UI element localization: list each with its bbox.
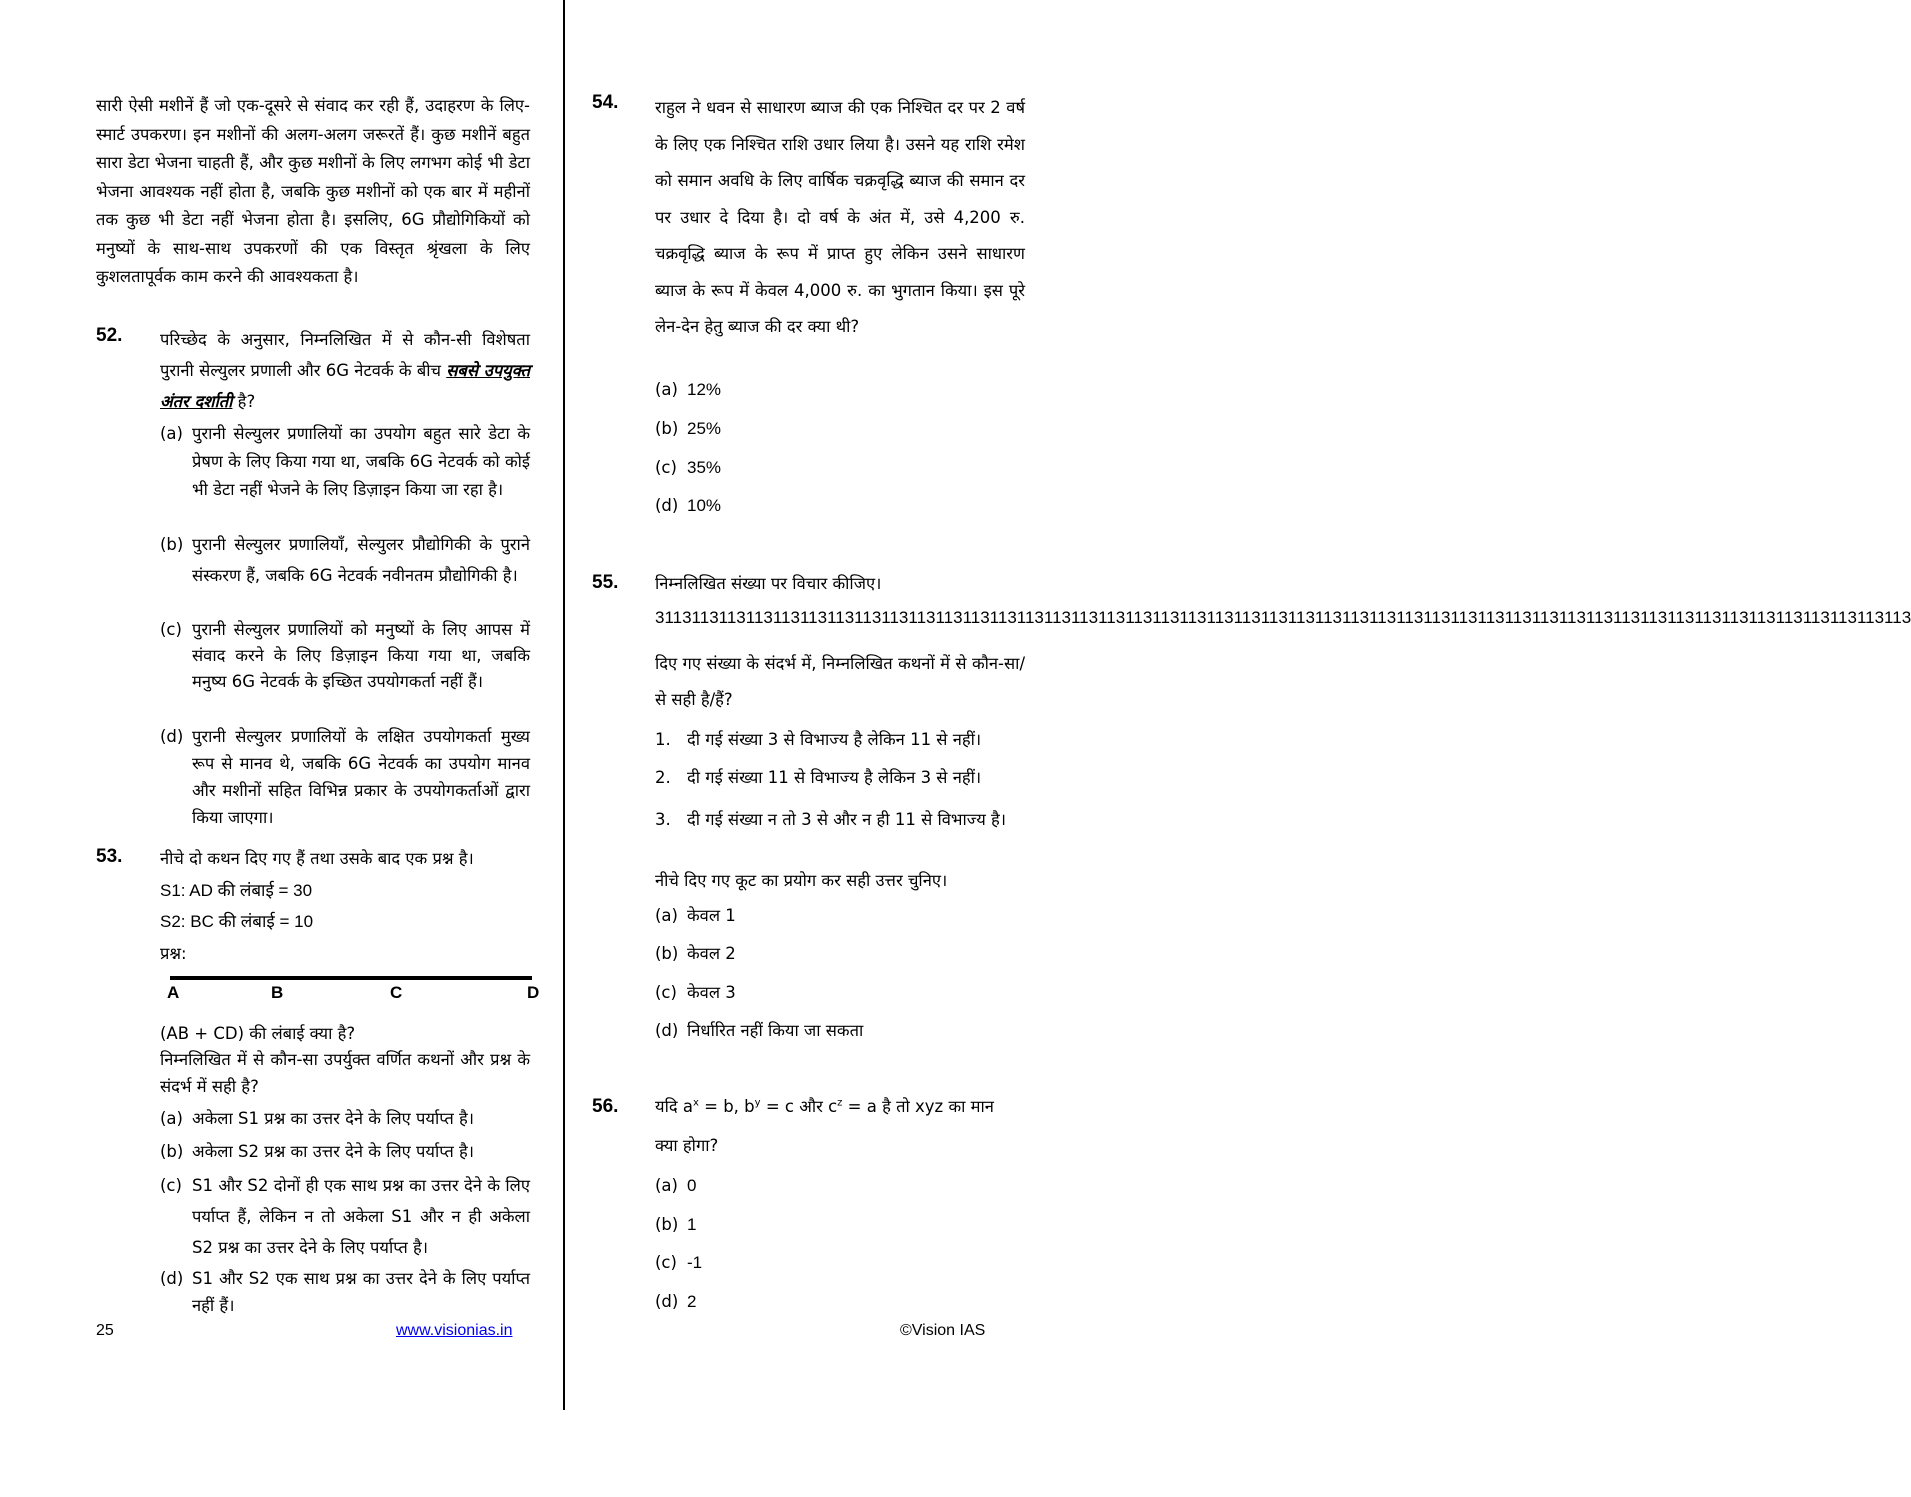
q55-number: 55. (592, 572, 619, 593)
q53-intro: नीचे दो कथन दिए गए हैं तथा उसके बाद एक प्रश्न है। (160, 849, 474, 868)
q56-option-c[interactable]: (c) -1 (655, 1253, 703, 1272)
line-segment-ad (170, 976, 532, 980)
passage-text: सारी ऐसी मशीनें हैं जो एक-दूसरे से संवाद कर रही हैं, उदाहरण के लिए- स्मार्ट उपकरण। इन मशीनों की अलग-अलग जरूरतें हैं। कुछ मशीनें बहुत सारा डेटा भेजना चाहती हैं, और कुछ मशीनों के लिए लगभग कोई भी डेटा भेजना आवश्यक नहीं होता है, जबकि कुछ मशीनों को एक बार में महीनों तक कुछ भी डेटा नहीं भेजना होता है। इसलिए, 6G प्रौद्योगिकियों को मनुष्यों के साथ-साथ उपकरणों की एक विस्तृत श्रृंखला के लिए कुशलतापूर्वक काम करने की आवश्यकता है। (96, 96, 530, 286)
q56-option-b[interactable]: (b) 1 (655, 1215, 697, 1234)
q55-number-value: 3113113113113113113113113113113113113113113113113113113113113113113113113113113113113113113113113113113113113113113113113113113113113113113 (655, 608, 1911, 627)
q52-emphasis: सबसे उपयुक्त अंतर दर्शाती (160, 361, 530, 411)
q54-option-a[interactable]: (a) 12% (655, 380, 722, 399)
q53-question: (AB + CD) की लंबाई क्या है? (160, 1024, 356, 1043)
q54-option-b[interactable]: (b) 25% (655, 419, 722, 438)
q56-text-line1: यदि $a^x = b$, $b^y = c$ और $c^z = a$ है तो xyz का मान (655, 1097, 994, 1116)
q53-option-d[interactable]: (d) S1 और S2 एक साथ प्रश्न का उत्तर देने के लिए पर्याप्त नहीं हैं। (160, 1269, 530, 1315)
point-d-label: D (527, 983, 540, 1002)
q55-statement-1: 1. दी गई संख्या 3 से विभाज्य है लेकिन 11 से नहीं। (655, 730, 982, 749)
q56-option-d[interactable]: (d) 2 (655, 1292, 697, 1311)
q54-option-c[interactable]: (c) 35% (655, 458, 722, 477)
q52-text: परिच्छेद के अनुसार, निम्नलिखित में से कौन-सी विशेषता पुरानी सेल्युलर प्रणाली और 6G नेटवर्क के बीच सबसे उपयुक्त अंतर दर्शाती है? (160, 330, 530, 411)
q55-code-instruction: नीचे दिए गए कूट का प्रयोग कर सही उत्तर चुनिए। (655, 871, 948, 890)
q53-option-b[interactable]: (b) अकेला S2 प्रश्न का उत्तर देने के लिए पर्याप्त है। (160, 1142, 474, 1161)
q52-option-c[interactable]: (c) पुरानी सेल्युलर प्रणालियों को मनुष्यों के लिए आपस में संवाद करने के लिए डिज़ाइन किया गया था, जबकि मनुष्य 6G नेटवर्क के इच्छित उपयोगकर्ता नहीं हैं। (160, 620, 530, 691)
point-c-label: C (390, 983, 403, 1002)
q54-text: राहुल ने धवन से साधारण ब्याज की एक निश्चित दर पर 2 वर्ष के लिए एक निश्चित राशि उधार लिया है। उसने यह राशि रमेश को समान अवधि के लिए वार्षिक चक्रवृद्धि ब्याज की समान दर पर उधार दे दिया है। दो वर्ष के अंत में, उसे 4,200 रु. चक्रवृद्धि ब्याज के रूप में प्राप्त हुए लेकिन उसने साधारण ब्याज के रूप में केवल 4,000 रु. का भुगतान किया। इस पूरे लेन-देन हेतु ब्याज की दर क्या थी? (655, 98, 1025, 336)
website-link[interactable]: www.visionias.in (396, 1322, 513, 1339)
q53-ask: निम्नलिखित में से कौन-सा उपर्युक्त वर्णित कथनों और प्रश्न के संदर्भ में सही है? (160, 1050, 530, 1096)
q53-prashn-label: प्रश्न: (160, 944, 187, 963)
q53-statement-1: S1: AD की लंबाई = 30 (160, 881, 313, 900)
q53-statement-2: S2: BC की लंबाई = 10 (160, 912, 314, 931)
q52-option-b[interactable]: (b) पुरानी सेल्युलर प्रणालियाँ, सेल्युलर प्रौद्योगिकी के पुराने संस्करण हैं, जबकि 6G नेटवर्क नवीनतम प्रौद्योगिकी है। (160, 535, 530, 585)
q55-statement-3: 3. दी गई संख्या न तो 3 से और न ही 11 से विभाज्य है। (655, 810, 1007, 829)
q53-option-a[interactable]: (a) अकेला S1 प्रश्न का उत्तर देने के लिए पर्याप्त है। (160, 1109, 474, 1128)
q52-option-a[interactable]: (a) पुरानी सेल्युलर प्रणालियों का उपयोग बहुत सारे डेटा के प्रेषण के लिए किया गया था, जबकि 6G नेटवर्क को कोई भी डेटा नहीं भेजने के लिए डिज़ाइन किया जा रहा है। (160, 424, 530, 499)
point-a-label: A (167, 983, 180, 1002)
q52-option-d[interactable]: (d) पुरानी सेल्युलर प्रणालियों के लक्षित उपयोगकर्ता मुख्य रूप से मानव थे, जबकि 6G नेटवर्क का उपयोग मानव और मशीनों सहित विभिन्न प्रकार के उपयोगकर्ताओं द्वारा किया जाएगा। (160, 727, 530, 827)
q53-number: 53. (96, 846, 123, 867)
q55-option-b[interactable]: (b) केवल 2 (655, 944, 736, 963)
point-b-label: B (271, 983, 284, 1002)
q55-option-d[interactable]: (d) निर्धारित नहीं किया जा सकता (655, 1021, 864, 1040)
q53-option-c[interactable]: (c) S1 और S2 दोनों ही एक साथ प्रश्न का उत्तर देने के लिए पर्याप्त हैं, लेकिन न तो अकेला S1 और न ही अकेला S2 प्रश्न का उत्तर देने के लिए पर्याप्त है। (160, 1176, 530, 1257)
q55-option-a[interactable]: (a) केवल 1 (655, 906, 736, 925)
q55-context: दिए गए संख्या के संदर्भ में, निम्नलिखित कथनों में से कौन-सा/से सही है/हैं? (655, 654, 1025, 709)
q54-option-d[interactable]: (d) 10% (655, 496, 722, 515)
page-number: 25 (96, 1322, 114, 1339)
column-divider (563, 0, 565, 1410)
q54-number: 54. (592, 92, 619, 113)
q56-option-a[interactable]: (a) 0 (655, 1176, 697, 1195)
q56-text-line2: क्या होगा? (655, 1136, 719, 1155)
copyright-text: ©Vision IAS (900, 1322, 986, 1339)
q56-number: 56. (592, 1096, 619, 1117)
q52-number: 52. (96, 325, 123, 346)
q55-intro: निम्नलिखित संख्या पर विचार कीजिए। (655, 574, 882, 593)
q55-statement-2: 2. दी गई संख्या 11 से विभाज्य है लेकिन 3 से नहीं। (655, 768, 982, 787)
q55-option-c[interactable]: (c) केवल 3 (655, 983, 736, 1002)
